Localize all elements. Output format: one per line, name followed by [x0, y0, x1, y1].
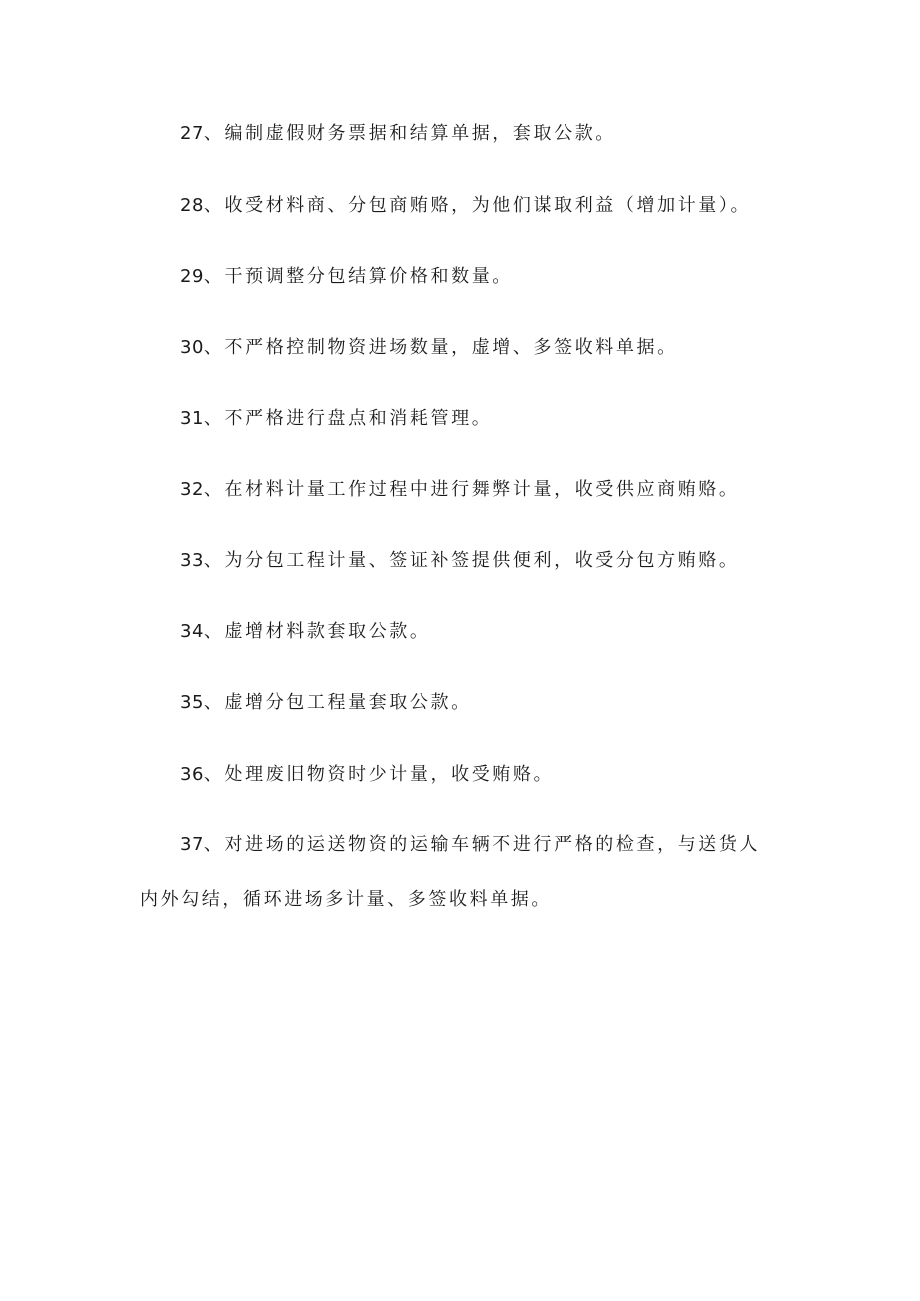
item-text: 、不严格进行盘点和消耗管理。 [203, 408, 493, 429]
item-text: 、对进场的运送物资的运输车辆不进行严格的检查，与送货人内外勾结，循环进场多计量、多签收料单据。 [140, 834, 761, 910]
item-number: 31 [180, 408, 204, 429]
item-number: 35 [180, 692, 204, 713]
list-item [140, 268, 780, 286]
item-text: 、在材料计量工作过程中进行舞弊计量，收受供应商贿赂。 [203, 479, 740, 500]
list-item [140, 481, 780, 499]
list-item [140, 623, 780, 641]
item-text: 、虚增分包工程量套取公款。 [203, 692, 472, 713]
list-item [140, 339, 780, 357]
list-item [140, 552, 780, 570]
item-number: 28 [180, 195, 204, 216]
list-item [140, 694, 780, 712]
list-item [140, 817, 780, 927]
item-number: 29 [180, 266, 204, 287]
item-number: 36 [180, 764, 204, 785]
item-text: 、为分包工程计量、签证补签提供便利，收受分包方贿赂。 [203, 550, 740, 571]
item-number: 34 [180, 621, 204, 642]
list-item [140, 766, 780, 784]
item-text: 、虚增材料款套取公款。 [203, 621, 431, 642]
list-item [140, 125, 780, 143]
item-number: 32 [180, 479, 204, 500]
item-text: 、干预调整分包结算价格和数量。 [203, 266, 513, 287]
item-number: 33 [180, 550, 204, 571]
item-text: 、收受材料商、分包商贿赂，为他们谋取利益（增加计量）。 [203, 195, 752, 216]
item-number: 27 [180, 123, 204, 144]
item-number: 37 [180, 834, 204, 855]
item-number: 30 [180, 337, 204, 358]
list-item [140, 410, 780, 428]
item-text: 、处理废旧物资时少计量，收受贿赂。 [203, 764, 555, 785]
list-item [140, 197, 780, 215]
item-text: 、不严格控制物资进场数量，虚增、多签收料单据。 [203, 337, 678, 358]
item-text: 、编制虚假财务票据和结算单据，套取公款。 [203, 123, 616, 144]
